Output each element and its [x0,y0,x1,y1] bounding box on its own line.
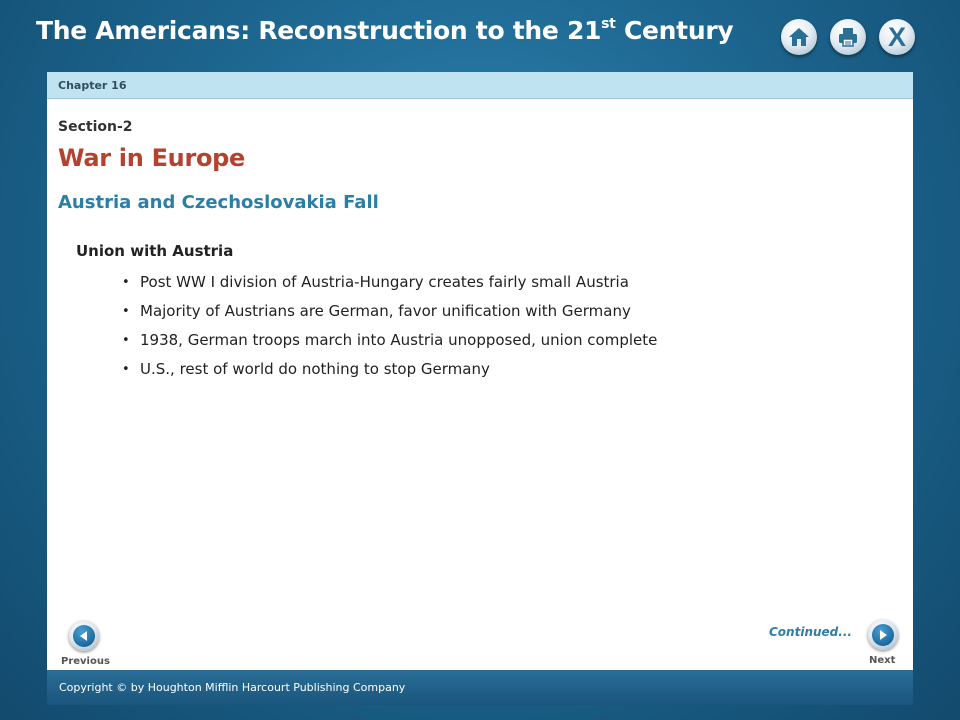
previous-label[interactable]: Previous [61,656,110,667]
arrow-left-icon [78,630,90,642]
topic-heading: Union with Austria [76,242,234,260]
section-title: War in Europe [58,144,246,172]
next-button-face [872,624,894,646]
subsection-title: Austria and Czechoslovakia Fall [58,192,379,213]
app-title-superscript: st [601,15,616,32]
next-label[interactable]: Next [869,655,896,666]
section-label: Section-2 [58,119,133,135]
close-button[interactable] [879,19,915,55]
close-icon: X [887,21,906,52]
previous-button-face [73,625,95,647]
chapter-bar [47,72,913,99]
print-icon [837,26,859,48]
app-title-main: The Americans: Reconstruction to the 21 [36,16,602,45]
continued-label: Continued... [769,625,852,639]
copyright-text: Copyright © by Houghton Mifflin Harcourt Publishing Company [59,681,406,694]
previous-button[interactable] [69,621,99,651]
chapter-label: Chapter 16 [58,78,127,92]
app-title [36,16,733,45]
bullet-item: • Post WW I division of Austria-Hungary creates fairly small Austria [122,268,882,297]
footer-bar [47,670,913,705]
app-title-end: Century [615,16,734,45]
print-button[interactable] [830,19,866,55]
next-button[interactable] [868,620,898,650]
bullet-item: • Majority of Austrians are German, favor unification with Germany [122,297,882,326]
arrow-right-icon [877,629,889,641]
home-icon [788,27,810,47]
bullet-list [122,268,882,384]
bullet-item: • 1938, German troops march into Austria unopposed, union complete [122,326,882,355]
slide-content [47,72,913,670]
bullet-item: • U.S., rest of world do nothing to stop Germany [122,355,882,384]
home-button[interactable] [781,19,817,55]
